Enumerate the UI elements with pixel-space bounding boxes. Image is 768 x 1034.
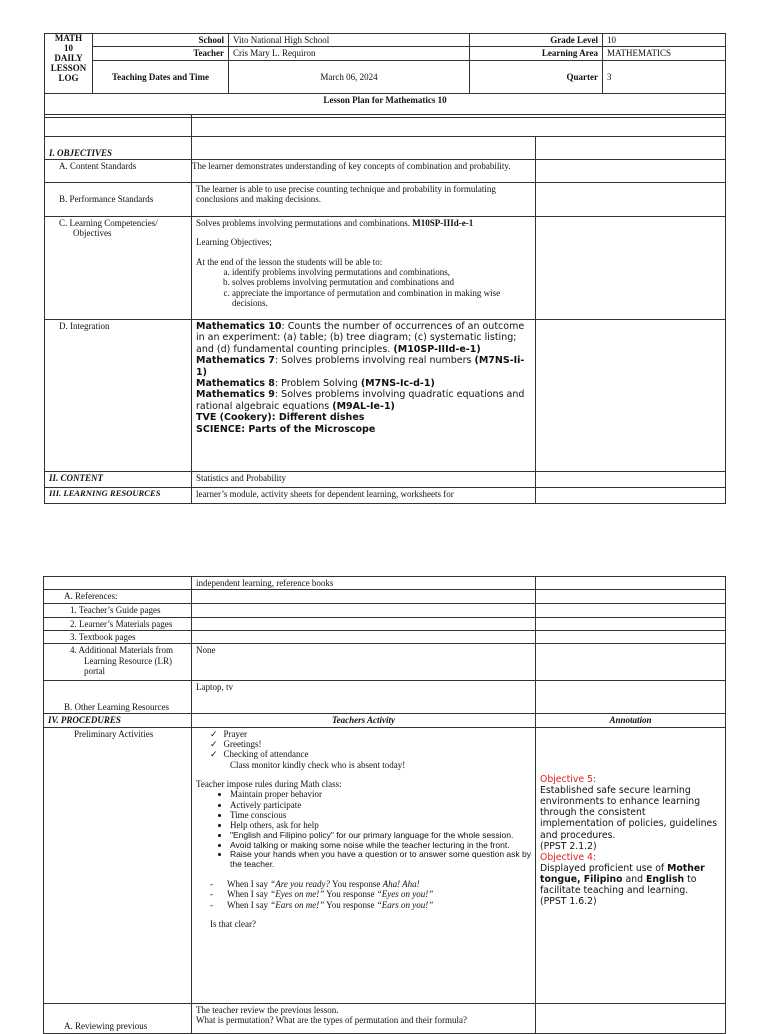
area-label: Learning Area: [470, 47, 603, 60]
rule-item: • Raise your hands when you have a question or to answer some question ask by the teacher.: [230, 850, 531, 870]
lesson-log-header: [44, 33, 726, 118]
other-resources-label: B. Other Learning Resources: [44, 681, 192, 714]
call-response-item: - When I say “Ears on me!” You response “Ears on you!”: [210, 900, 531, 910]
performance-standards-text: The learner is able to use precise counting technique and probability in formulating conclusions and making decisions.: [192, 183, 536, 217]
preliminary-activities: [192, 727, 536, 1003]
rule-item: • Actively participate: [230, 800, 531, 810]
ref-textbook: 3. Textbook pages: [44, 631, 192, 644]
objectives-table: [44, 114, 726, 504]
resources-heading: III. LEARNING RESOURCES: [45, 488, 192, 504]
review-label: A. Reviewing previous: [44, 1003, 192, 1033]
content-text: Statistics and Probability: [192, 472, 536, 488]
plan-title: Lesson Plan for Mathematics 10: [45, 93, 726, 117]
monitor-text: Class monitor kindly check who is absent today!: [230, 759, 406, 770]
content-standards-text: The learner demonstrates understanding of key concepts of combination and probability.: [192, 160, 536, 183]
grade-value: 10: [603, 34, 726, 47]
col-teachers-activity: Teachers Activity: [192, 714, 536, 727]
preliminary-label: Preliminary Activities: [44, 727, 192, 1003]
procedures-heading: IV. PROCEDURES: [44, 714, 192, 727]
ref-teachers-guide: 1. Teacher’s Guide pages: [44, 604, 192, 617]
check-item: ✓ Greetings!: [210, 739, 531, 749]
objective-item: b. solves problems involving permutation and combinations and: [232, 277, 531, 287]
references-label: A. References:: [44, 590, 192, 604]
content-standards-label: A. Content Standards: [45, 160, 192, 183]
competencies-text: Solves problems involving permutations and combinations. M10SP-IIId-e-1 Learning Objectives; At the end of the lesson the students will be able to: a. identify problems involving permutations and combinations, b. solves problems involving permutation and combinations and c. appreciate the importance of permutation and combination in making wise decisions.: [192, 217, 536, 320]
col-annotation: Annotation: [536, 714, 726, 727]
teacher-label: Teacher: [93, 47, 229, 60]
ref-additional-label: 4. Additional Materials from Learning Resource (LR) portal: [44, 644, 192, 681]
objective-item: c. appreciate the importance of permutation and combination in making wise decisions.: [232, 288, 531, 309]
school-value: Vito National High School: [229, 34, 470, 47]
log-title: MATH 10 DAILY LESSON LOG: [45, 34, 93, 94]
call-response-item: - When I say “Eyes on me!” You response “Eyes on you!”: [210, 889, 531, 899]
integration-label: D. Integration: [45, 320, 192, 472]
rule-item: • Help others, ask for help: [230, 820, 531, 830]
annotation-cell: Objective 5: Established safe secure learning environments to enhance learning through the consistent implementation of policies, guidelines and procedures. (PPST 2.1.2) Objective 4: Displayed proficient use of Mother tongue, Filipino and English to facilitate teaching and learning. (PPST 1.6.2): [536, 727, 726, 1003]
check-item: ✓ Prayer: [210, 729, 531, 739]
review-text: The teacher review the previous lesson. What is permutation? What are the types of permutation and their formula?: [192, 1003, 536, 1033]
rules-intro: Teacher impose rules during Math class:: [196, 779, 342, 790]
performance-standards-label: B. Performance Standards: [45, 183, 192, 217]
rule-item: • Avoid talking or making some noise while the teacher lecturing in the front.: [230, 841, 531, 851]
resources-text-2: independent learning, reference books: [192, 577, 536, 590]
clear-question: Is that clear?: [210, 918, 256, 929]
school-label: School: [93, 34, 229, 47]
dates-label: Teaching Dates and Time: [93, 60, 229, 93]
ref-additional-value: None: [192, 644, 536, 681]
quarter-label: Quarter: [470, 60, 603, 93]
objective-item: a. identify problems involving permutations and combinations,: [232, 267, 531, 277]
procedures-table: [43, 576, 726, 1034]
ref-learners-materials: 2. Learner’s Materials pages: [44, 617, 192, 630]
rule-item: • "English and Filipino policy" for our primary language for the whole session.: [230, 831, 531, 841]
date-value: March 06, 2024: [229, 60, 470, 93]
rule-item: • Maintain proper behavior: [230, 789, 531, 799]
resources-text-1: learner’s module, activity sheets for dependent learning, worksheets for: [192, 488, 536, 504]
other-resources-value: Laptop, tv: [192, 681, 536, 714]
check-item: ✓ Checking of attendance: [210, 749, 531, 759]
objectives-heading: I. OBJECTIVES: [45, 137, 192, 160]
call-response-item: - When I say “Are you ready? You response Aha! Aha!: [210, 879, 531, 889]
integration-text: Mathematics 10: Counts the number of occurrences of an outcome in an experiment: (a) table; (b) tree diagram; (c) systematic listing; and (d) fundamental counting principles. (M10SP-IIId-e-1) Mathematics 7: Solves problems involving real numbers (M7NS-Ii-1) Mathematics 8: Problem Solving (M7NS-Ic-d-1) Mathematics 9: Solves problems involving quadratic equations and rational algebraic equations (M9AL-Ie-1) TVE (Cookery): Different dishes SCIENCE: Parts of the Microscope: [192, 320, 536, 472]
grade-label: Grade Level: [470, 34, 603, 47]
rule-item: • Time conscious: [230, 810, 531, 820]
area-value: MATHEMATICS: [603, 47, 726, 60]
content-heading: II. CONTENT: [45, 472, 192, 488]
competencies-label: C. Learning Competencies/ Objectives: [45, 217, 192, 320]
annotation-objective-5: Objective 5:: [540, 773, 597, 785]
annotation-objective-4: Objective 4:: [540, 851, 597, 863]
quarter-value: 3: [603, 60, 726, 93]
teacher-value: Cris Mary L. Requiron: [229, 47, 470, 60]
